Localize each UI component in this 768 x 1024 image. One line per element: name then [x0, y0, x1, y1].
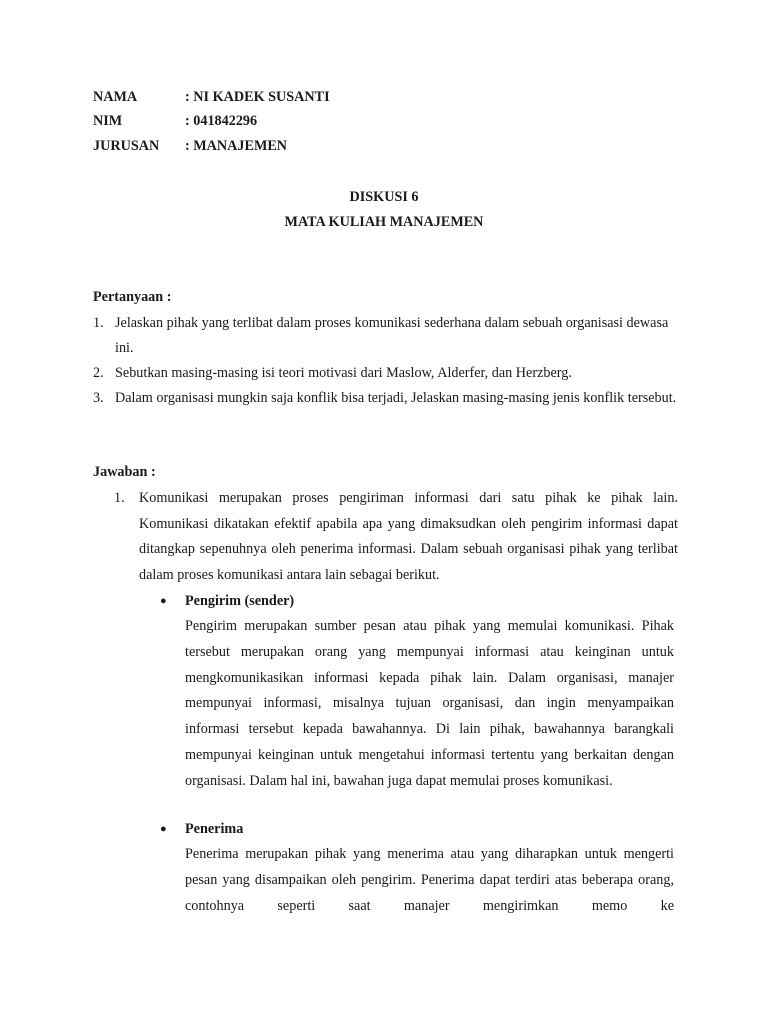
bullet-title: Pengirim (sender)	[185, 593, 295, 609]
nim-value: : 041842296	[185, 113, 258, 129]
question-text: Sebutkan masing-masing isi teori motivasi dari Maslow, Alderfer, dan Herzberg.	[115, 365, 572, 381]
bullet-body: Pengirim merupakan sumber pesan atau pihak yang memulai komunikasi. Pihak tersebut merupakan orang yang mempunyai informasi atau keinginan untuk mengkomunikasikan informasi kepada pihak lain. Dalam organisasi, manajer mempunyai informasi, misalnya tujuan organisasi, dan ingin menyampaikan informasi tersebut kepada bawahannya. Di lain pihak, bawahannya barangkali mempunyai keinginan untuk mengetahui informasi tertentu yang berkaitan dengan organisasi. Dalam hal ini, bawahan juga dapat memulai proses komunikasi.	[185, 618, 674, 789]
question-text: Dalam organisasi mungkin saja konflik bisa terjadi, Jelaskan masing-masing jenis konflik tersebut.	[115, 390, 677, 406]
question-number: 3.	[93, 390, 104, 406]
answer-text: Komunikasi merupakan proses pengiriman informasi dari satu pihak ke pihak lain. Komunikasi dikatakan efektif apabila apa yang dimaksudkan oleh pengirim informasi dapat ditangkap sepenuhnya oleh penerima informasi. Dalam sebuah organisasi pihak yang terlibat dalam proses komunikasi antara lain sebagai berikut.	[139, 490, 678, 583]
bullet-dot-icon: ●	[160, 595, 167, 607]
question-text: Jelaskan pihak yang terlibat dalam proses komunikasi sederhana dalam sebuah organisasi dewasa ini.	[115, 315, 669, 356]
question-item	[93, 311, 678, 361]
jurusan-value: : MANAJEMEN	[185, 138, 288, 154]
bullet-item	[160, 818, 674, 919]
doc-title-line1: DISKUSI 6	[349, 189, 419, 205]
nim-label: NIM	[93, 113, 123, 129]
bullet-body: Penerima merupakan pihak yang menerima atau yang diharapkan untuk mengerti pesan yang disampaikan oleh pengirim. Penerima dapat terdiri atas beberapa orang, contohnya seperti saat manajer mengirimkan memo ke	[185, 846, 674, 914]
question-number: 1.	[93, 315, 104, 331]
bullet-dot-icon: ●	[160, 823, 167, 835]
answer-number: 1.	[114, 490, 125, 506]
name-value: : NI KADEK SUSANTI	[185, 89, 330, 105]
bullet-item	[160, 590, 674, 795]
jurusan-label: JURUSAN	[93, 138, 160, 154]
question-number: 2.	[93, 365, 104, 381]
bullet-title: Penerima	[185, 821, 244, 837]
doc-title-line2: MATA KULIAH MANAJEMEN	[284, 214, 484, 230]
answer-item	[114, 486, 678, 588]
question-item	[93, 386, 678, 411]
questions-heading: Pertanyaan :	[93, 289, 172, 305]
answers-heading: Jawaban :	[93, 464, 156, 480]
question-item	[93, 361, 678, 386]
name-label: NAMA	[93, 89, 138, 105]
